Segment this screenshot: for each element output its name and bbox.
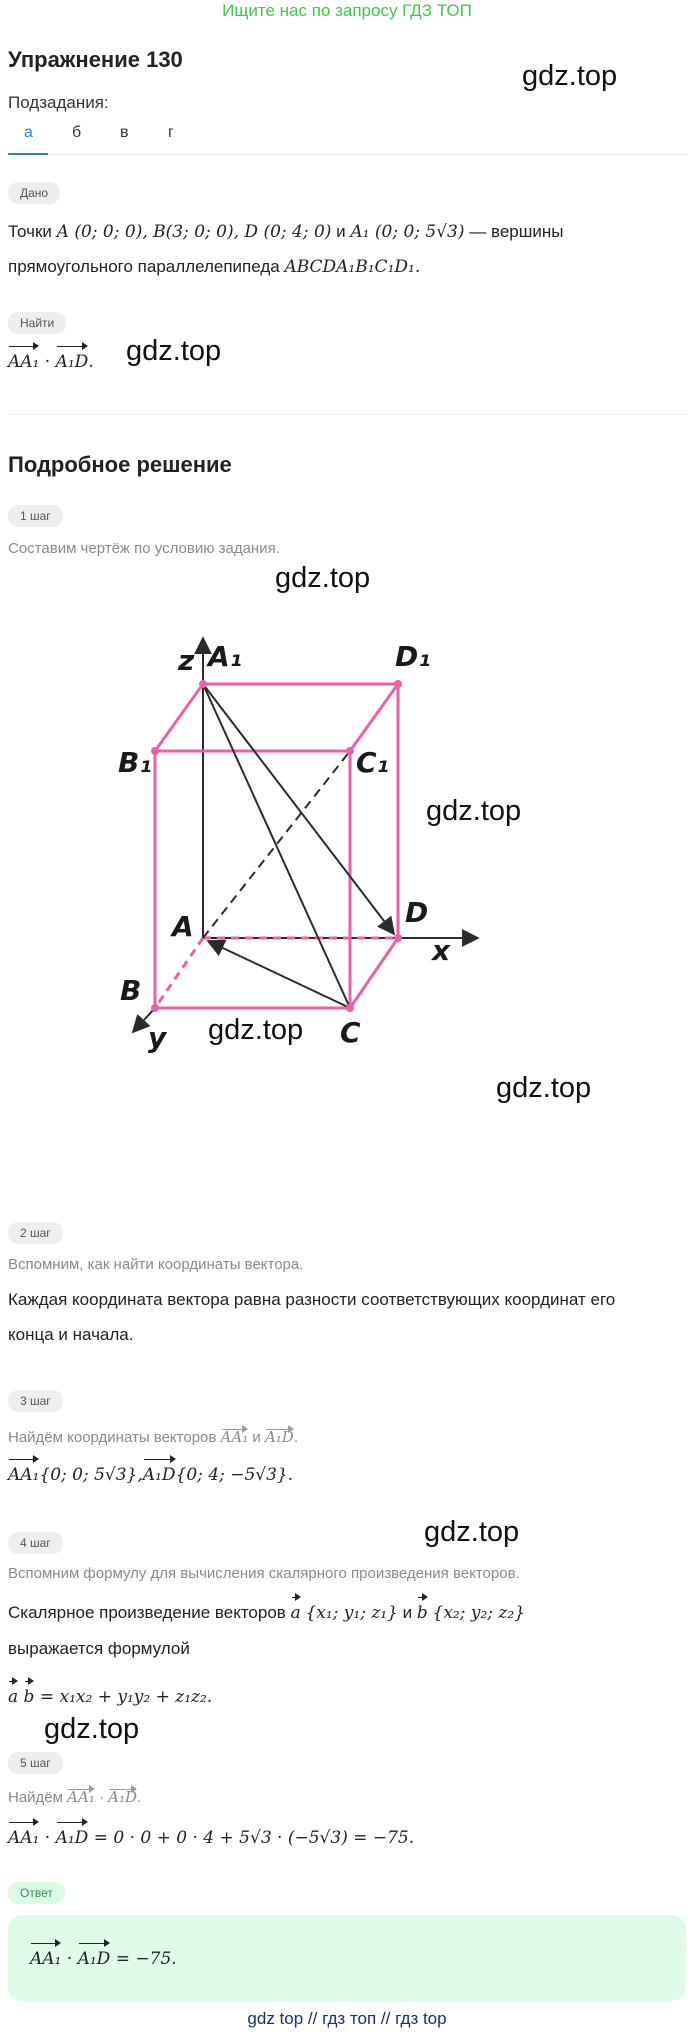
- watermark: gdz.top: [208, 1014, 304, 1046]
- step-3-hint: [8, 1428, 298, 1446]
- vector-a1d: A₁D: [143, 1458, 176, 1492]
- given-points: A (0; 0; 0), B(3; 0; 0), D (0; 4; 0): [56, 222, 332, 242]
- vector-a: a: [8, 1680, 18, 1714]
- vector-a: a: [291, 1596, 301, 1630]
- scalar-formula: [8, 1680, 212, 1714]
- label-b1: B₁: [118, 746, 152, 779]
- label-a: A: [172, 910, 194, 943]
- given-line-2: [8, 250, 420, 284]
- label-a1: A₁: [208, 640, 242, 673]
- vector-aa1: AA₁: [67, 1788, 95, 1806]
- coords-a: {x₁; y₁; z₁}: [305, 1603, 398, 1623]
- step-3-hint-text: Найдём координаты векторов: [8, 1429, 217, 1446]
- step-5-hint-text: Найдём: [8, 1789, 63, 1806]
- solution-title: Подробное решение: [8, 452, 232, 477]
- step-3-coords: [8, 1458, 293, 1492]
- watermark: gdz.top: [275, 562, 371, 594]
- step-5-calculation: [8, 1821, 414, 1855]
- step-3-pill: 3 шаг: [8, 1390, 63, 1412]
- label-d: D: [405, 896, 429, 929]
- step-2-hint: Вспомним, как найти координаты вектора.: [8, 1256, 304, 1273]
- step-4-line-1: [8, 1596, 525, 1630]
- vector-a1d: A₁D: [108, 1788, 138, 1806]
- label-d1: D₁: [395, 640, 431, 673]
- given-text-end: — вершины: [469, 222, 564, 241]
- vector-a1d: A₁D: [78, 1942, 111, 1976]
- step-1-text: Составим чертёж по условию задания.: [8, 540, 280, 557]
- step-5-pill: 5 шаг: [8, 1752, 63, 1774]
- given-point-a1: A₁ (0; 0; 5√3): [350, 222, 465, 242]
- watermark: gdz.top: [44, 1713, 140, 1745]
- label-z: z: [178, 644, 195, 677]
- subtask-tabs: [8, 124, 200, 142]
- dot-operator: ·: [39, 1828, 56, 1848]
- and-text: и: [402, 1603, 413, 1622]
- period: .: [293, 1429, 298, 1446]
- coords-a1d: {0; 4; −5√3}.: [175, 1465, 294, 1485]
- step-4-line-2: выражается формулой: [8, 1639, 190, 1658]
- watermark: gdz.top: [126, 335, 222, 367]
- dot-operator: ·: [94, 1789, 109, 1806]
- vector-a1d: A₁D: [56, 1821, 89, 1855]
- formula-rhs: = x₁x₂ + y₁y₂ + z₁z₂.: [39, 1687, 213, 1707]
- answer-pill: Ответ: [8, 1882, 65, 1904]
- vectors: [203, 684, 394, 1008]
- find-expression: [8, 345, 94, 379]
- parallelepiped-figure: [0, 600, 694, 1120]
- watermark: gdz.top: [496, 1072, 592, 1104]
- find-end: .: [88, 352, 94, 372]
- coords-b: {x₂; y₂; z₂}: [432, 1603, 526, 1623]
- given-text: Точки: [8, 222, 52, 241]
- period: .: [137, 1789, 142, 1806]
- vector-b: b: [417, 1596, 428, 1630]
- vector-aa1: AA₁: [8, 1458, 39, 1492]
- given-text-2: прямоугольного параллелепипеда: [8, 257, 280, 276]
- tab-b[interactable]: б: [72, 124, 82, 141]
- tab-g[interactable]: г: [168, 124, 174, 141]
- given-and: и: [336, 222, 346, 241]
- top-banner[interactable]: Ищите нас по запросу ГДЗ ТОП: [222, 1, 472, 20]
- watermark: gdz.top: [522, 60, 618, 92]
- answer-result: = −75.: [115, 1949, 177, 1969]
- dot-operator: ·: [61, 1949, 78, 1969]
- step-4-pill: 4 шаг: [8, 1532, 63, 1554]
- label-b: B: [120, 974, 142, 1007]
- label-y: y: [148, 1021, 167, 1054]
- step-2-pill: 2 шаг: [8, 1222, 63, 1244]
- step-4-hint: Вспомним формулу для вычисления скалярного произведения векторов.: [8, 1565, 520, 1582]
- vector-a1d: A₁D: [56, 345, 89, 379]
- vector-b: b: [24, 1680, 35, 1714]
- given-pill: Дано: [8, 182, 60, 204]
- step-5-hint: [8, 1788, 141, 1806]
- vector-aa1: AA₁: [8, 345, 39, 379]
- vector-a1d: A₁D: [264, 1428, 294, 1446]
- given-solid: ABCDA₁B₁C₁D₁.: [284, 257, 421, 277]
- active-tab-indicator: [8, 153, 48, 155]
- and-text: и: [252, 1429, 261, 1446]
- find-pill: Найти: [8, 312, 66, 334]
- given-line-1: [8, 215, 563, 249]
- label-c: C: [340, 1016, 361, 1049]
- section-divider: [8, 414, 688, 415]
- dot-operator: ·: [39, 352, 56, 372]
- step-1-pill: 1 шаг: [8, 505, 63, 527]
- label-x: x: [432, 934, 451, 967]
- vector-aa1: AA₁: [220, 1428, 249, 1446]
- vector-aa1: AA₁: [8, 1821, 39, 1855]
- tab-a[interactable]: а: [24, 124, 33, 141]
- answer-expression: [30, 1942, 177, 1976]
- vector-aa1: AA₁: [30, 1942, 61, 1976]
- footer-links[interactable]: gdz top // гдз топ // гдз top: [247, 2009, 447, 2028]
- step-4-text: Скалярное произведение векторов: [8, 1603, 286, 1622]
- watermark: gdz.top: [426, 795, 522, 827]
- page-title: Упражнение 130: [8, 47, 183, 72]
- coords-aa1: {0; 0; 5√3},: [39, 1465, 143, 1485]
- tab-v[interactable]: в: [120, 124, 129, 141]
- watermark: gdz.top: [424, 1516, 520, 1548]
- calculation: = 0 · 0 + 0 · 4 + 5√3 · (−5√3) = −75.: [93, 1828, 415, 1848]
- label-c1: C₁: [356, 746, 389, 779]
- subtasks-label: Подзадания:: [8, 93, 109, 112]
- tabs-divider: [8, 154, 688, 155]
- step-2-line-1: Каждая координата вектора равна разности соответствующих координат его: [8, 1290, 616, 1309]
- step-2-line-2: конца и начала.: [8, 1325, 134, 1344]
